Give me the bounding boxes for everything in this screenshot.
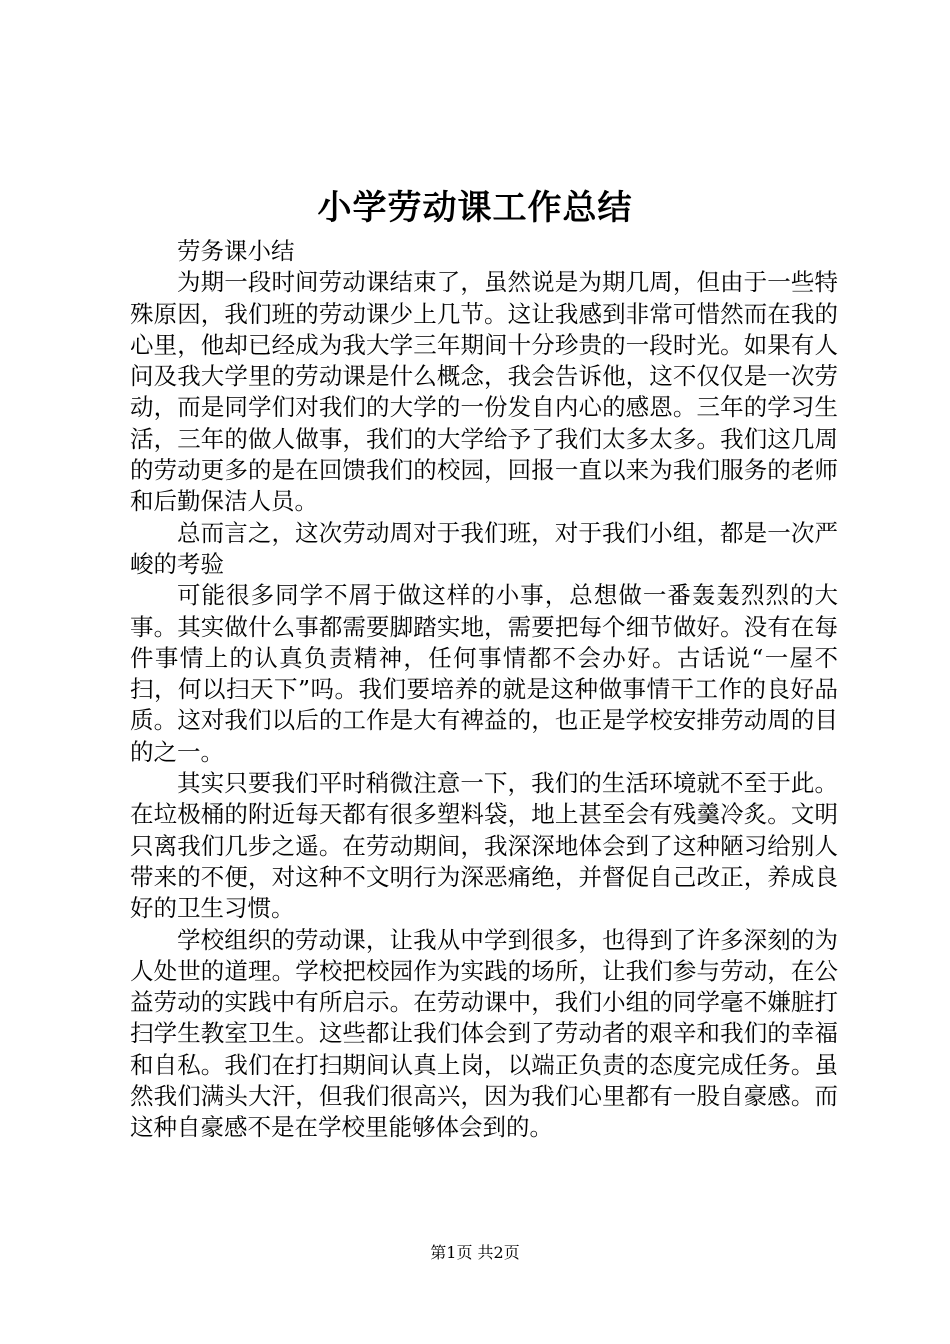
document-body: [130, 236, 838, 1144]
document-title: 小学劳动课工作总结: [317, 188, 633, 228]
paragraph: 学校组织的劳动课，让我从中学到很多，也得到了许多深刻的为人处世的道理。学校把校园作为实践的场所，让我们参与劳动，在公益劳动的实践中有所启示。在劳动课中，我们小组的同学毫不嫌脏打扫学生教室卫生。这些都让我们体会到了劳动者的艰辛和我们的幸福和自私。我们在打扫期间认真上岗，以端正负责的态度完成任务。虽然我们满头大汗，但我们很高兴，因为我们心里都有一股自豪感。而这种自豪感不是在学校里能够体会到的。: [130, 925, 838, 1142]
paragraph: 可能很多同学不屑于做这样的小事，总想做一番轰轰烈烈的大事。其实做什么事都需要脚踏实地，需要把每个细节做好。没有在每件事情上的认真负责精神，任何事情都不会办好。古话说“一屋不扫，何以扫天下”吗。我们要培养的就是这种做事情干工作的良好品质。这对我们以后的工作是大有裨益的，也正是学校安排劳动周的目的之一。: [130, 581, 838, 766]
paragraph-subtitle: 劳务课小结: [177, 237, 295, 265]
page-number-footer: 第1页 共2页: [430, 1243, 520, 1262]
paragraph: 为期一段时间劳动课结束了，虽然说是为期几周，但由于一些特殊原因，我们班的劳动课少上几节。这让我感到非常可惜然而在我的心里，他却已经成为我大学三年期间十分珍贵的一段时光。如果有人问及我大学里的劳动课是什么概念，我会告诉他，这不仅仅是一次劳动，而是同学们对我们的大学的一份发自内心的感恩。三年的学习生活，三年的做人做事，我们的大学给予了我们太多太多。我们这几周的劳动更多的是在回馈我们的校园，回报一直以来为我们服务的老师和后勤保洁人员。: [130, 268, 838, 516]
paragraph: 其实只要我们平时稍微注意一下，我们的生活环境就不至于此。在垃极桶的附近每天都有很多塑料袋，地上甚至会有残羹冷炙。文明只离我们几步之遥。在劳动期间，我深深地体会到了这种陋习给别人带来的不便，对这种不文明行为深恶痛绝，并督促自己改正，养成良好的卫生习惯。: [130, 769, 838, 923]
paragraph: 总而言之，这次劳动周对于我们班，对于我们小组，都是一次严峻的考验: [130, 518, 838, 578]
